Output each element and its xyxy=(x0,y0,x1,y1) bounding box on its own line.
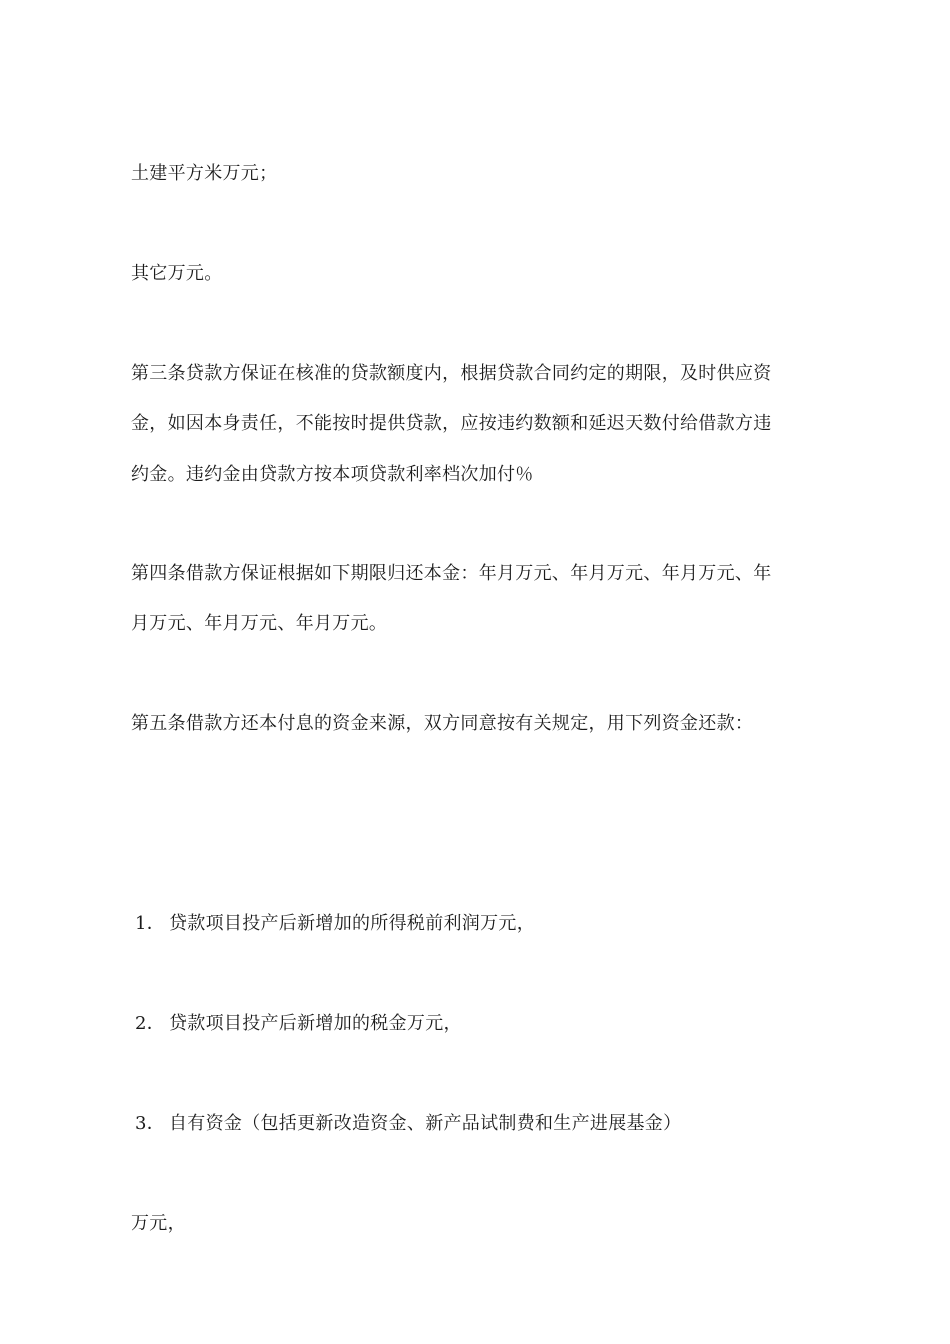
paragraph-line-other: 其它万元。 xyxy=(131,263,223,284)
article-5-line: 第五条借款方还本付息的资金来源，双方同意按有关规定，用下列资金还款： xyxy=(131,713,754,734)
article-4-line-2: 月万元、年月万元、年月万元。 xyxy=(131,613,388,634)
list-item xyxy=(135,1013,835,1035)
paragraph-line-tail: 万元， xyxy=(131,1213,186,1234)
article-4-line-1: 第四条借款方保证根据如下期限归还本金：年月万元、年月万元、年月万元、年 xyxy=(131,563,772,584)
paragraph-line-civil-works: 土建平方米万元； xyxy=(131,163,278,184)
list-item-number: 3． xyxy=(135,1113,166,1134)
article-3-line-1: 第三条贷款方保证在核准的贷款额度内，根据贷款合同约定的期限，及时供应资 xyxy=(131,363,772,384)
list-item-number: 2． xyxy=(135,1013,166,1034)
article-3-line-2: 金，如因本身责任，不能按时提供贷款，应按违约数额和延迟天数付给借款方违 xyxy=(131,413,772,434)
list-item-text: 自有资金（包括更新改造资金、新产品试制费和生产进展基金） xyxy=(169,1113,682,1134)
list-item xyxy=(135,913,835,935)
list-item-text: 贷款项目投产后新增加的税金万元， xyxy=(169,1013,462,1034)
list-item xyxy=(135,1113,835,1135)
list-item-text: 贷款项目投产后新增加的所得税前利润万元， xyxy=(169,913,535,934)
article-3-line-3: 约金。违约金由贷款方按本项贷款利率档次加付％ xyxy=(131,464,534,485)
list-item-number: 1． xyxy=(135,913,166,934)
